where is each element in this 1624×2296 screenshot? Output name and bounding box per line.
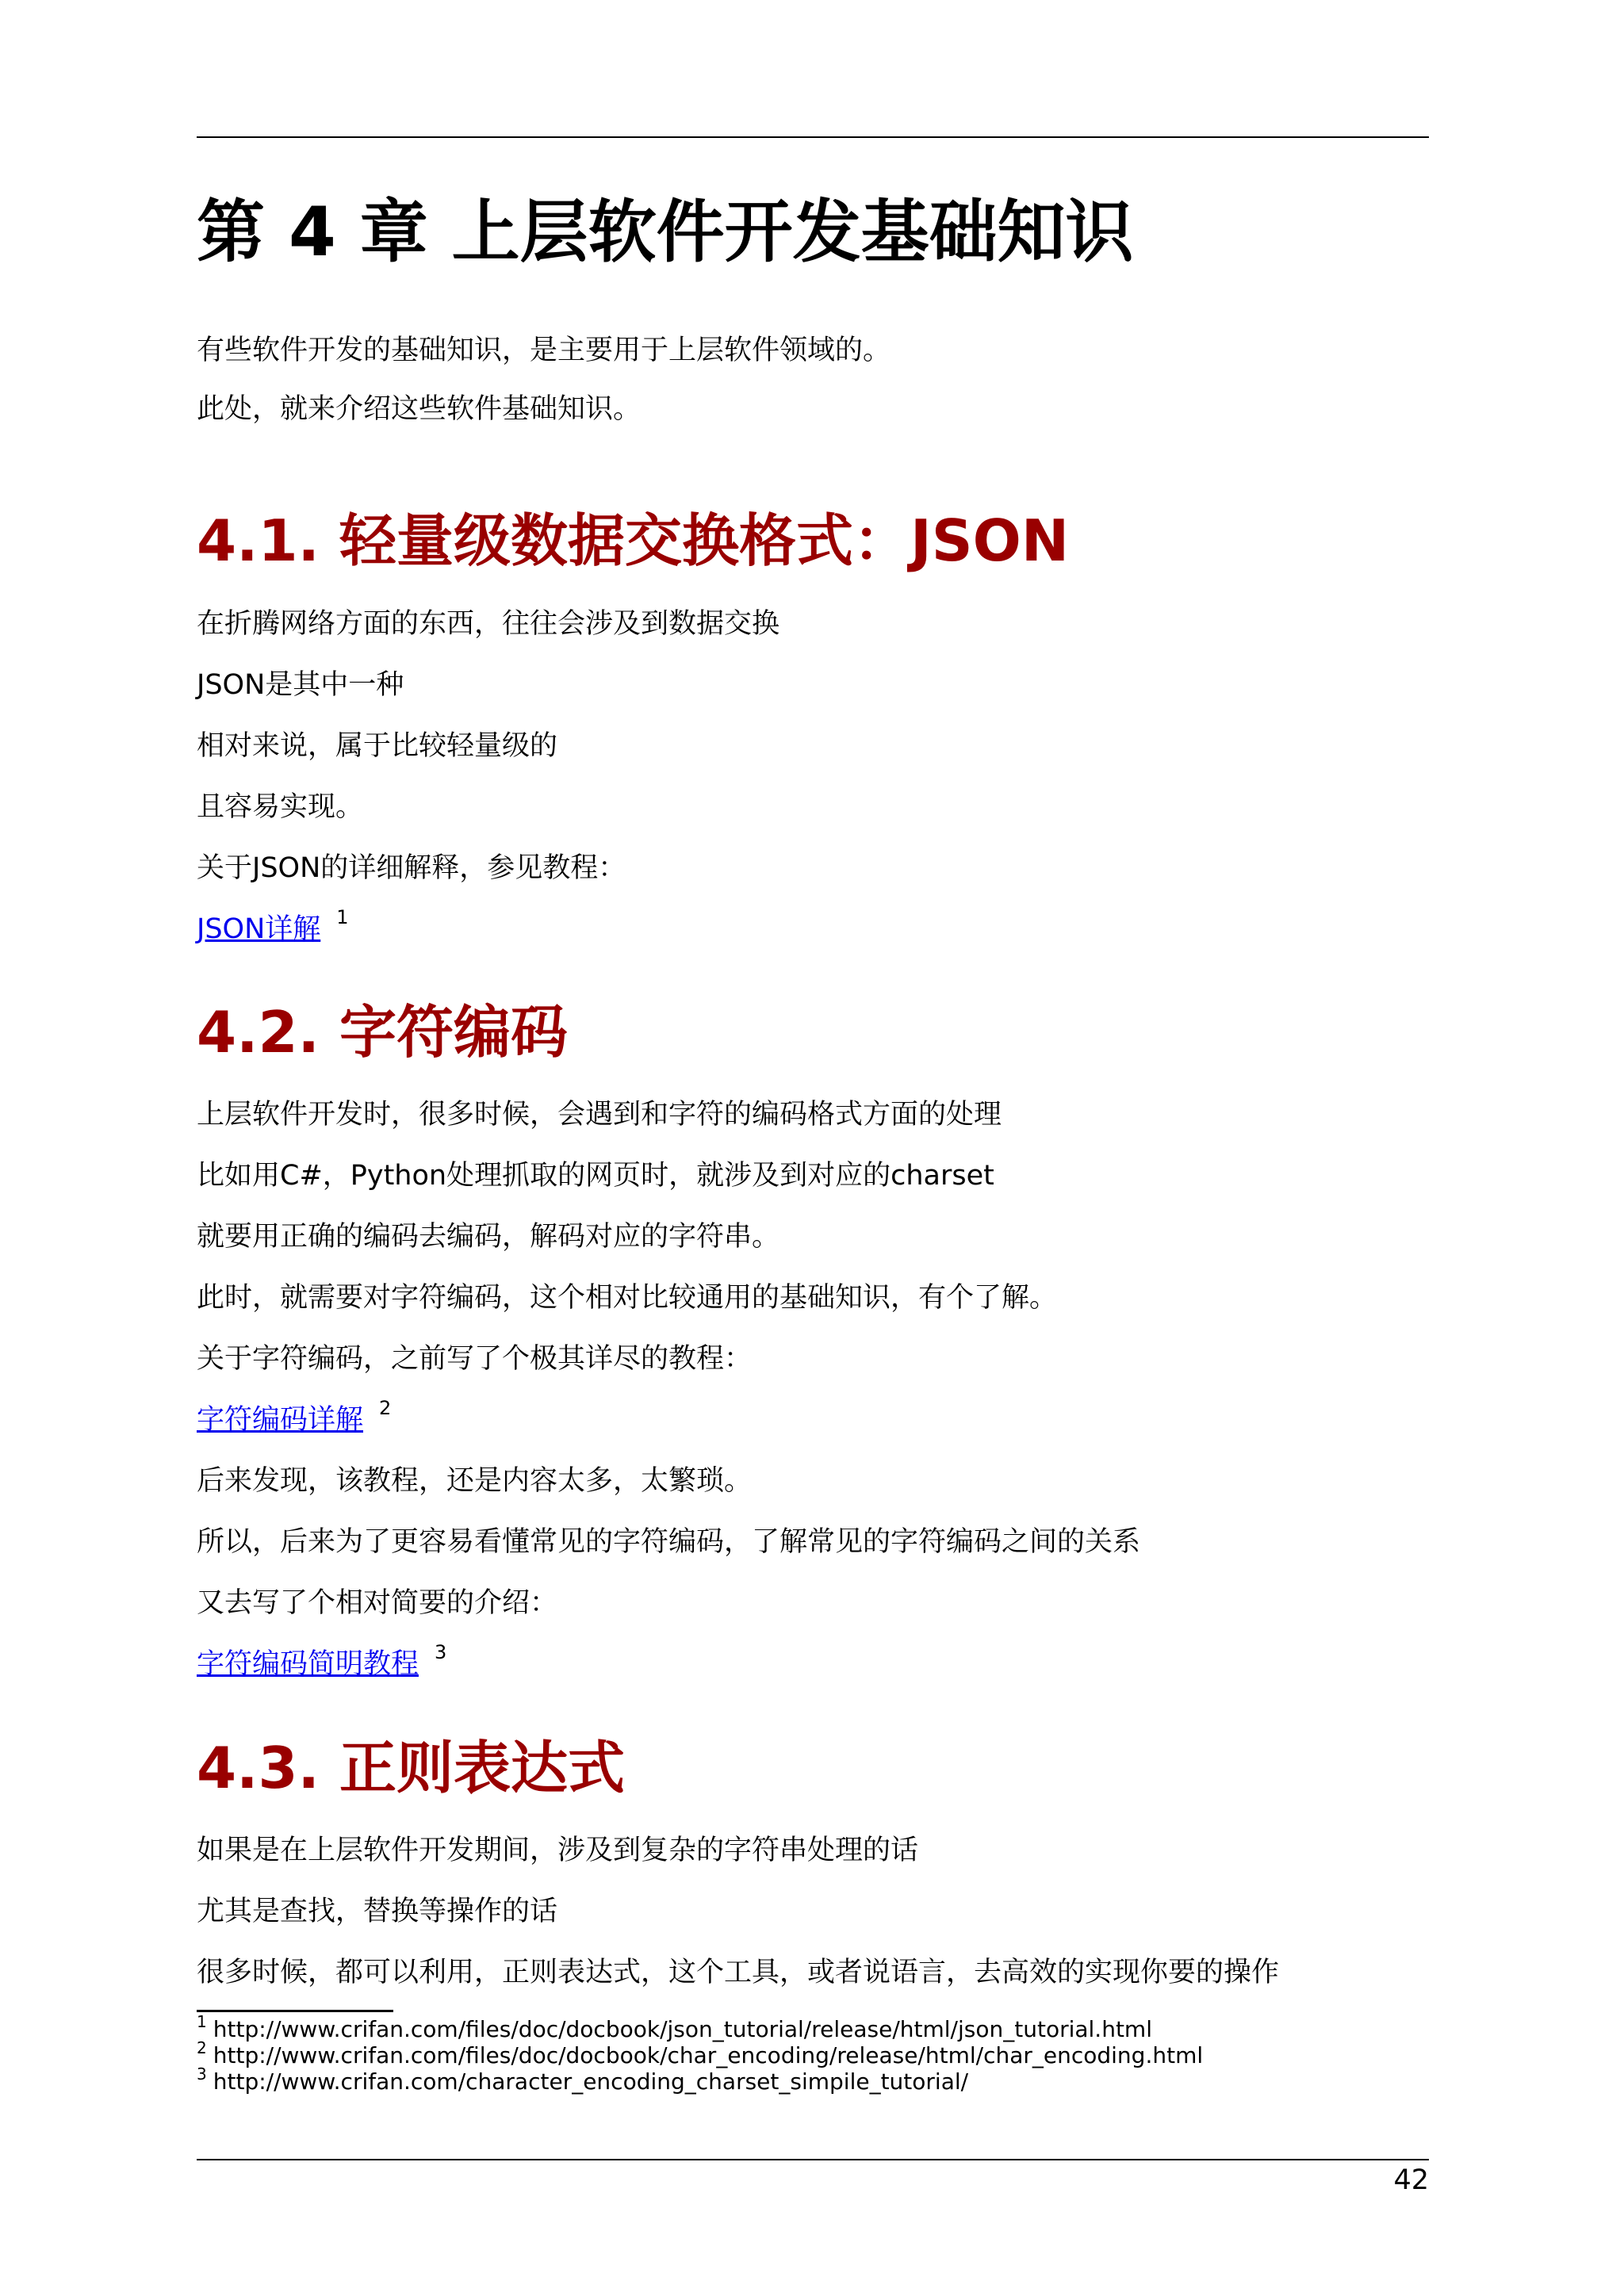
paragraph: 关于JSON的详细解释，参见教程： [197, 852, 626, 884]
section-heading-regex: 4.3. 正则表达式 [197, 1735, 625, 1801]
section-heading-char-encoding: 4.2. 字符编码 [197, 999, 568, 1066]
footnote [197, 2012, 1152, 2045]
footnote-url[interactable]: http://www.crifan.com/files/doc/docbook/json_tutorial/release/html/json_tutorial.html [213, 2016, 1152, 2042]
footnote-separator [197, 2010, 393, 2012]
footnote-url[interactable]: http://www.crifan.com/files/doc/docbook/char_encoding/release/html/char_encoding.html [213, 2042, 1204, 2068]
char-encoding-link-line [197, 1397, 392, 1441]
paragraph: 在折腾网络方面的东西，往往会涉及到数据交换 [197, 608, 780, 640]
paragraph: 又去写了个相对简要的介绍： [197, 1587, 558, 1619]
footnote-number: 3 [197, 2064, 207, 2084]
footnote-ref[interactable]: 1 [336, 906, 349, 928]
chapter-intro-line: 此处，就来介绍这些软件基础知识。 [197, 393, 642, 425]
paragraph: 如果是在上层软件开发期间，涉及到复杂的字符串处理的话 [197, 1835, 919, 1866]
chapter-title: 第 4 章 上层软件开发基础知识 [197, 193, 1134, 272]
footnote-url[interactable]: http://www.crifan.com/character_encoding_charset_simpile_tutorial/ [213, 2068, 969, 2095]
paragraph: 尤其是查找，替换等操作的话 [197, 1896, 558, 1927]
paragraph: 相对来说，属于比较轻量级的 [197, 730, 558, 762]
char-encoding-simple-link[interactable]: 字符编码简明教程 [197, 1648, 419, 1680]
paragraph: JSON是其中一种 [197, 669, 404, 701]
footnote-ref[interactable]: 3 [435, 1641, 447, 1663]
footnote-number: 1 [197, 2012, 207, 2031]
paragraph: 很多时候，都可以利用，正则表达式，这个工具，或者说语言，去高效的实现你要的操作 [197, 1957, 1280, 1988]
paragraph: 上层软件开发时，很多时候，会遇到和字符的编码格式方面的处理 [197, 1099, 1002, 1131]
chapter-intro-line: 有些软件开发的基础知识，是主要用于上层软件领域的。 [197, 335, 891, 366]
header-rule [197, 136, 1429, 138]
section-heading-json: 4.1. 轻量级数据交换格式：JSON [197, 507, 1070, 574]
char-encoding-detail-link[interactable]: 字符编码详解 [197, 1404, 364, 1436]
footnote [197, 2038, 1204, 2071]
paragraph: 就要用正确的编码去编码，解码对应的字符串。 [197, 1221, 780, 1253]
json-tutorial-link-line [197, 906, 349, 951]
paragraph: 所以，后来为了更容易看懂常见的字符编码，了解常见的字符编码之间的关系 [197, 1526, 1141, 1558]
char-encoding-simple-link-line [197, 1641, 447, 1686]
footnote-number: 2 [197, 2038, 207, 2057]
json-tutorial-link[interactable]: JSON详解 [197, 913, 321, 945]
footer-rule [197, 2159, 1429, 2160]
page-number: 42 [1393, 2164, 1429, 2196]
footnote-ref[interactable]: 2 [379, 1397, 392, 1419]
paragraph: 后来发现，该教程，还是内容太多，太繁琐。 [197, 1465, 753, 1497]
paragraph: 关于字符编码，之前写了个极其详尽的教程： [197, 1343, 753, 1375]
paragraph: 比如用C#，Python处理抓取的网页时，就涉及到对应的charset [197, 1160, 994, 1192]
paragraph: 且容易实现。 [197, 791, 364, 823]
footnote [197, 2064, 969, 2097]
paragraph: 此时，就需要对字符编码，这个相对比较通用的基础知识，有个了解。 [197, 1282, 1058, 1314]
